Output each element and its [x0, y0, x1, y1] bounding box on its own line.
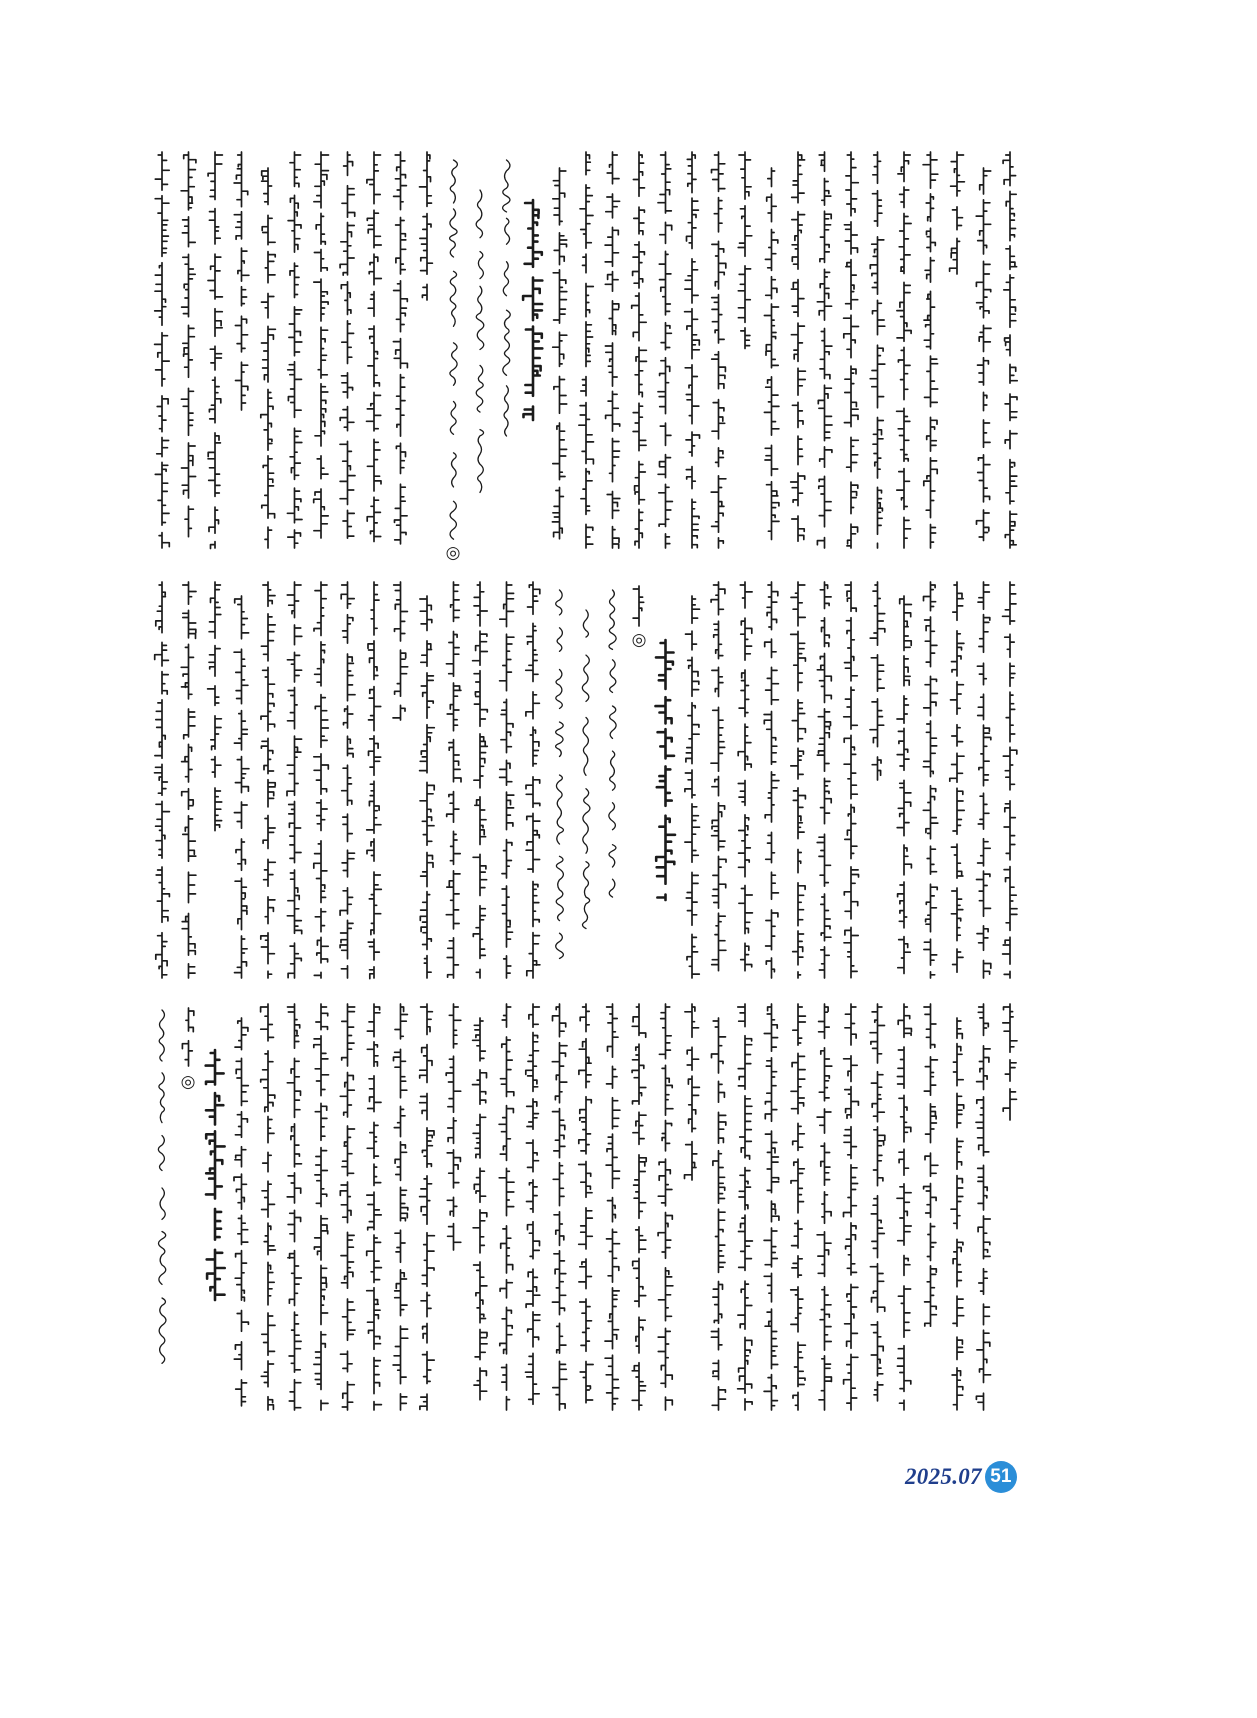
text-line	[1003, 1004, 1017, 1120]
text-line	[923, 582, 938, 978]
text-line	[367, 152, 382, 542]
text-line	[393, 582, 408, 720]
text-line	[738, 582, 752, 971]
text-line	[658, 152, 672, 548]
text-line	[738, 1004, 753, 1410]
text-line	[633, 586, 644, 626]
text-line	[420, 1004, 435, 1410]
calligraphy-line	[556, 590, 564, 959]
text-line	[950, 152, 965, 274]
text-line	[976, 1004, 991, 1410]
text-line	[181, 582, 196, 978]
text-line	[208, 152, 222, 549]
text-line	[685, 152, 700, 548]
text-line	[1003, 582, 1018, 978]
text-line	[764, 168, 779, 540]
text-line	[314, 152, 329, 538]
text-line	[870, 152, 885, 548]
text-line	[791, 1004, 806, 1410]
text-line	[817, 1004, 832, 1410]
text-line	[526, 1004, 540, 1404]
text-line	[870, 1004, 885, 1401]
text-line	[817, 152, 832, 548]
text-line	[500, 582, 514, 978]
page-number-badge	[985, 1461, 1017, 1493]
heading-line	[656, 640, 676, 900]
text-line	[314, 1004, 329, 1410]
text-line	[181, 152, 196, 537]
text-line	[393, 1004, 408, 1410]
text-line	[605, 152, 620, 548]
text-line	[711, 1018, 725, 1410]
text-line	[552, 1004, 567, 1410]
text-line	[764, 1004, 779, 1410]
text-line	[287, 1004, 301, 1410]
text-line	[632, 152, 647, 548]
text-line	[182, 1008, 193, 1066]
text-line	[924, 1004, 938, 1326]
end-ornament: ◎	[445, 543, 461, 563]
text-line	[234, 1018, 248, 1406]
text-line	[526, 582, 540, 978]
text-line	[844, 582, 859, 978]
text-line	[446, 582, 461, 978]
end-ornament: ◎	[631, 630, 647, 650]
text-line	[897, 1004, 911, 1410]
text-line	[367, 1004, 382, 1410]
page-number: 51	[990, 1466, 1012, 1487]
text-line	[314, 582, 329, 978]
calligraphy-line	[582, 610, 590, 929]
text-line	[340, 152, 355, 538]
text-line	[155, 152, 170, 548]
text-line	[473, 582, 488, 978]
text-line	[446, 1004, 461, 1250]
text-line	[976, 168, 991, 541]
text-line	[977, 582, 991, 978]
text-line	[261, 1004, 276, 1410]
text-line	[685, 596, 700, 978]
text-line	[738, 152, 752, 349]
folio	[905, 1460, 1017, 1494]
text-line	[393, 152, 407, 544]
calligraphy-line	[450, 160, 458, 539]
text-line	[499, 1004, 514, 1410]
text-tier-3	[158, 1004, 1017, 1410]
text-line	[711, 152, 726, 548]
text-line	[897, 152, 912, 548]
text-line	[234, 596, 249, 978]
text-line	[844, 152, 859, 548]
calligraphy-line	[609, 590, 616, 897]
calligraphy-line	[476, 190, 484, 492]
calligraphy-line	[158, 1010, 166, 1363]
end-ornament: ◎	[180, 1072, 196, 1092]
text-line	[1003, 152, 1017, 548]
text-line	[340, 1004, 355, 1410]
text-line	[685, 1004, 700, 1180]
text-line	[420, 152, 433, 300]
text-line	[340, 582, 355, 978]
text-line	[287, 152, 302, 548]
text-line	[287, 582, 302, 978]
heading-line	[523, 200, 542, 420]
text-line	[367, 582, 382, 979]
text-line	[632, 1004, 646, 1410]
text-line	[711, 582, 726, 971]
issue-date: 2025.07	[905, 1464, 982, 1489]
text-line	[473, 1018, 488, 1400]
text-line	[658, 1004, 673, 1410]
text-line	[844, 1004, 859, 1410]
text-line	[897, 596, 911, 974]
text-line	[208, 582, 222, 831]
text-line	[791, 582, 806, 978]
text-tier-1	[155, 152, 1018, 549]
text-line	[234, 152, 249, 410]
text-line	[605, 1004, 620, 1410]
heading-line	[206, 1050, 225, 1300]
calligraphy-line	[503, 160, 511, 436]
text-line	[817, 582, 831, 978]
text-line	[951, 1018, 964, 1410]
text-line	[261, 582, 276, 978]
text-line	[923, 152, 938, 548]
text-line	[764, 582, 779, 978]
text-line	[579, 1004, 593, 1403]
text-line	[950, 582, 964, 972]
text-line	[552, 168, 566, 539]
text-tier-2	[155, 582, 1018, 979]
text-line	[420, 596, 435, 978]
text-line	[870, 582, 885, 780]
text-line	[579, 152, 594, 548]
text-line	[261, 168, 276, 548]
text-line	[791, 152, 806, 541]
text-line	[155, 582, 170, 978]
